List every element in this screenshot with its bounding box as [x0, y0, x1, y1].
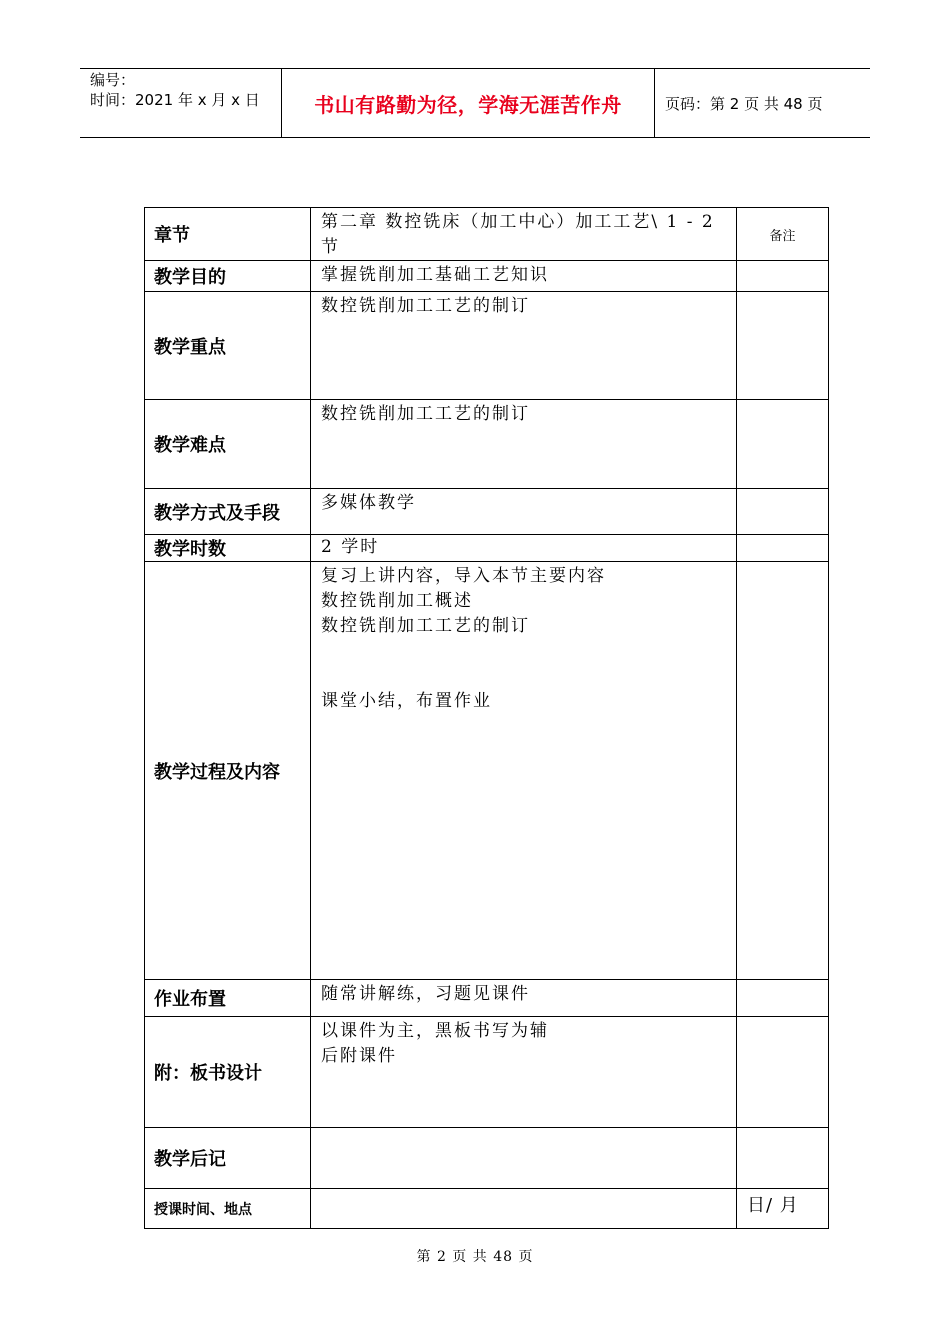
- code-label: 编号：: [90, 71, 136, 89]
- notes-content: [311, 1128, 737, 1189]
- goal-content: 掌握铣削加工基础工艺知识: [311, 261, 737, 292]
- row-chapter: [145, 208, 829, 261]
- board-line-2: 后附课件: [321, 1046, 397, 1066]
- remark-header: 备注: [737, 208, 829, 261]
- page-footer: 第 2 页 共 48 页: [416, 1249, 534, 1265]
- schedule-label: 授课时间、地点: [145, 1189, 311, 1229]
- method-content: 多媒体教学: [311, 489, 737, 535]
- row-hours: [145, 535, 829, 562]
- schedule-content: [311, 1189, 737, 1229]
- row-goal: [145, 261, 829, 292]
- method-remark: [737, 489, 829, 535]
- board-label: 附：板书设计: [145, 1017, 311, 1128]
- row-process: [145, 562, 829, 980]
- row-board-design: [145, 1017, 829, 1128]
- chapter-line-1: 第二章 数控铣床（加工中心）加工工艺\ 1 - 2: [321, 212, 715, 232]
- homework-remark: [737, 980, 829, 1017]
- process-closing: 课堂小结，布置作业: [321, 691, 492, 711]
- document-header: [80, 68, 870, 138]
- header-meta-cell: [80, 69, 282, 137]
- process-line-1: 复习上讲内容，导入本节主要内容: [321, 566, 606, 586]
- hours-content: 2 学时: [311, 535, 737, 562]
- chapter-label: 章节: [145, 208, 311, 261]
- process-content: [311, 562, 737, 980]
- board-remark: [737, 1017, 829, 1128]
- chapter-line-2: 节: [321, 237, 340, 257]
- key-remark: [737, 292, 829, 400]
- board-content: [311, 1017, 737, 1128]
- notes-remark: [737, 1128, 829, 1189]
- process-remark: [737, 562, 829, 980]
- header-slogan-cell: [282, 69, 655, 137]
- row-key-points: [145, 292, 829, 400]
- method-label: 教学方式及手段: [145, 489, 311, 535]
- board-line-1: 以课件为主，黑板书写为辅: [321, 1021, 549, 1041]
- lesson-plan-table: [144, 207, 829, 1229]
- key-content: 数控铣削加工工艺的制订: [311, 292, 737, 400]
- row-notes: [145, 1128, 829, 1189]
- notes-label: 教学后记: [145, 1128, 311, 1189]
- process-line-2: 数控铣削加工概述: [321, 591, 473, 611]
- row-homework: [145, 980, 829, 1017]
- process-label: 教学过程及内容: [145, 562, 311, 980]
- difficulty-label: 教学难点: [145, 400, 311, 489]
- difficulty-content: 数控铣削加工工艺的制订: [311, 400, 737, 489]
- header-page-cell: [655, 69, 870, 137]
- homework-label: 作业布置: [145, 980, 311, 1017]
- key-label: 教学重点: [145, 292, 311, 400]
- schedule-date: 日/ 月: [737, 1189, 829, 1229]
- process-line-3: 数控铣削加工工艺的制订: [321, 616, 530, 636]
- row-difficulty: [145, 400, 829, 489]
- date-line: 时间：2021 年 x 月 x 日: [90, 91, 260, 109]
- goal-remark: [737, 261, 829, 292]
- homework-content: 随常讲解练，习题见课件: [311, 980, 737, 1017]
- hours-remark: [737, 535, 829, 562]
- row-method: [145, 489, 829, 535]
- row-schedule: [145, 1189, 829, 1229]
- chapter-content: [311, 208, 737, 261]
- slogan: 书山有路勤为径，学海无涯苦作舟: [314, 92, 622, 117]
- process-spacer: [321, 639, 728, 689]
- hours-label: 教学时数: [145, 535, 311, 562]
- difficulty-remark: [737, 400, 829, 489]
- goal-label: 教学目的: [145, 261, 311, 292]
- page-info: 页码：第 2 页 共 48 页: [665, 94, 823, 113]
